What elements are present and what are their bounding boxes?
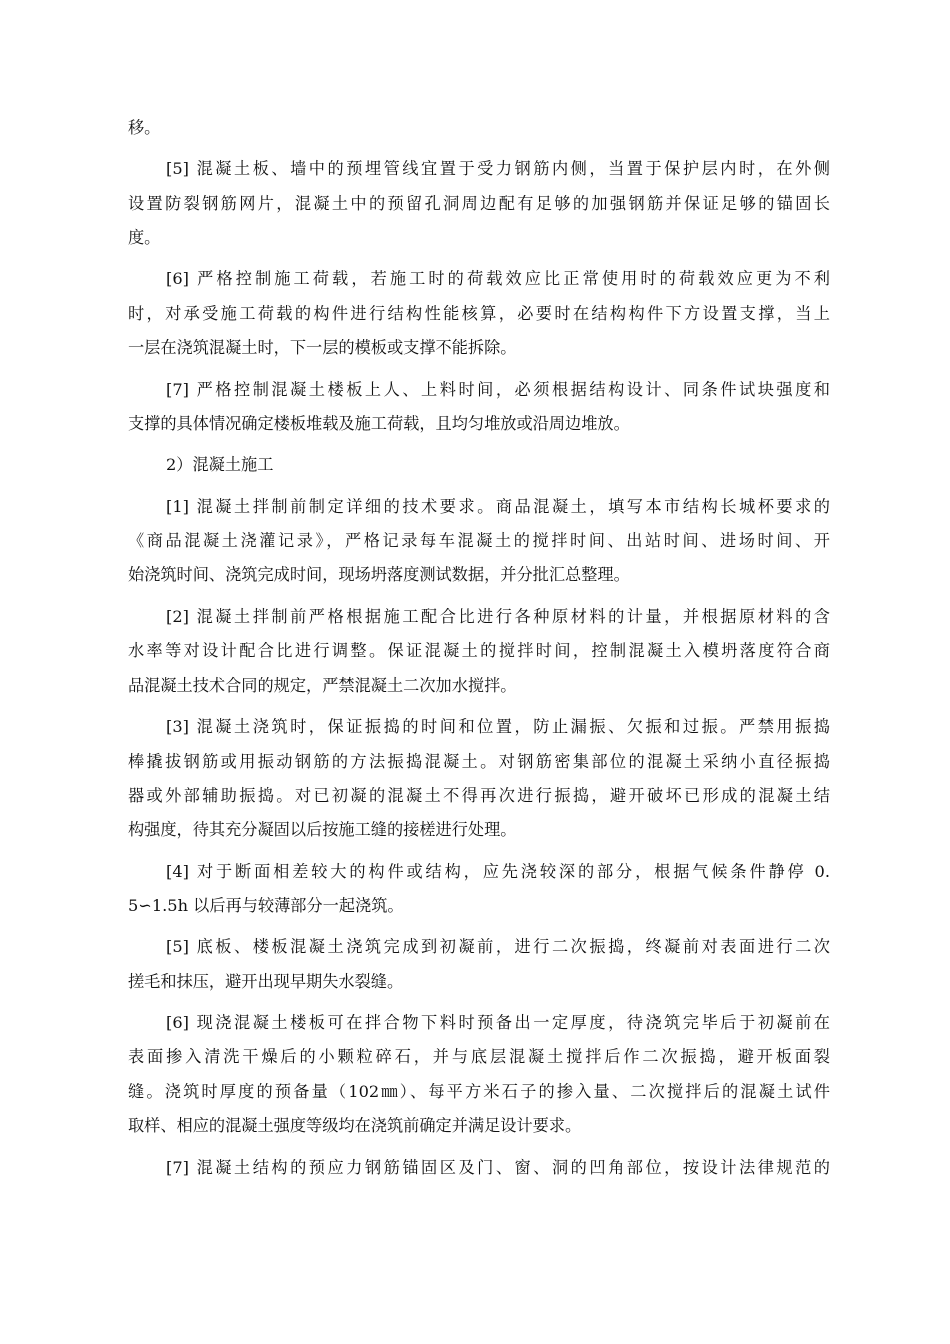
text-line: 5∽1.5h 以后再与较薄部分一起浇筑。 xyxy=(128,896,404,915)
text-line: 品混凝土技术合同的规定，严禁混凝土二次加水搅拌。 xyxy=(128,676,517,695)
text-line: 棒撬拔钢筋或用振动钢筋的方法振捣混凝土。对钢筋密集部位的混凝土采纳小直径振捣 xyxy=(128,752,830,771)
text-line: [5] 底板、楼板混凝土浇筑完成到初凝前，进行二次振捣，终凝前对表面进行二次 xyxy=(166,937,830,956)
text-line: [3] 混凝土浇筑时，保证振捣的时间和位置，防止漏振、欠振和过振。严禁用振捣 xyxy=(166,717,830,736)
text-line: 缝。浇筑时厚度的预备量（102㎜）、每平方米石子的掺入量、二次搅拌后的混凝土试件 xyxy=(128,1082,830,1101)
text-line: 一层在浇筑混凝土时，下一层的模板或支撑不能拆除。 xyxy=(128,338,517,357)
text-line: 《商品混凝土浇灌记录》，严格记录每车混凝土的搅拌时间、出站时间、进场时间、开 xyxy=(128,531,830,550)
text-line: 构强度，待其充分凝固以后按施工缝的接槎进行处理。 xyxy=(128,820,517,839)
text-line: [4] 对于断面相差较大的构件或结构，应先浇较深的部分，根据气候条件静停 0. xyxy=(166,862,830,881)
text-line: [1] 混凝土拌制前制定详细的技术要求。商品混凝土，填写本市结构长城杯要求的 xyxy=(166,497,830,516)
text-line: [7] 严格控制混凝土楼板上人、上料时间，必须根据结构设计、同条件试块强度和 xyxy=(166,380,830,399)
text-line: 设置防裂钢筋网片，混凝土中的预留孔洞周边配有足够的加强钢筋并保证足够的锚固长 xyxy=(128,194,830,213)
text-line: [5] 混凝土板、墙中的预埋管线宜置于受力钢筋内侧，当置于保护层内时，在外侧 xyxy=(166,159,830,178)
text-line: [6] 严格控制施工荷载，若施工时的荷载效应比正常使用时的荷载效应更为不利 xyxy=(166,269,830,288)
text-line: 取样、相应的混凝土强度等级均在浇筑前确定并满足设计要求。 xyxy=(128,1116,582,1135)
text-line: 移。 xyxy=(128,118,161,137)
text-line: [7] 混凝土结构的预应力钢筋锚固区及门、窗、洞的凹角部位，按设计法律规范的 xyxy=(166,1158,830,1177)
text-line: [6] 现浇混凝土楼板可在拌合物下料时预备出一定厚度，待浇筑完毕后于初凝前在 xyxy=(166,1013,830,1032)
text-line: [2] 混凝土拌制前严格根据施工配合比进行各种原材料的计量，并根据原材料的含 xyxy=(166,607,830,626)
text-line: 2）混凝土施工 xyxy=(166,455,274,474)
text-line: 水率等对设计配合比进行调整。保证混凝土的搅拌时间，控制混凝土入模坍落度符合商 xyxy=(128,641,830,660)
text-line: 支撑的具体情况确定楼板堆载及施工荷载，且均匀堆放或沿周边堆放。 xyxy=(128,414,630,433)
text-line: 度。 xyxy=(128,228,161,247)
text-line: 始浇筑时间、浇筑完成时间，现场坍落度测试数据，并分批汇总整理。 xyxy=(128,565,630,584)
text-line: 搓毛和抹压，避开出现早期失水裂缝。 xyxy=(128,972,404,991)
text-line: 表面掺入清洗干燥后的小颗粒碎石，并与底层混凝土搅拌后作二次振捣，避开板面裂 xyxy=(128,1047,830,1066)
text-line: 器或外部辅助振捣。对已初凝的混凝土不得再次进行振捣，避开破坏已形成的混凝土结 xyxy=(128,786,830,805)
text-line: 时，对承受施工荷载的构件进行结构性能核算，必要时在结构构件下方设置支撑，当上 xyxy=(128,304,830,323)
